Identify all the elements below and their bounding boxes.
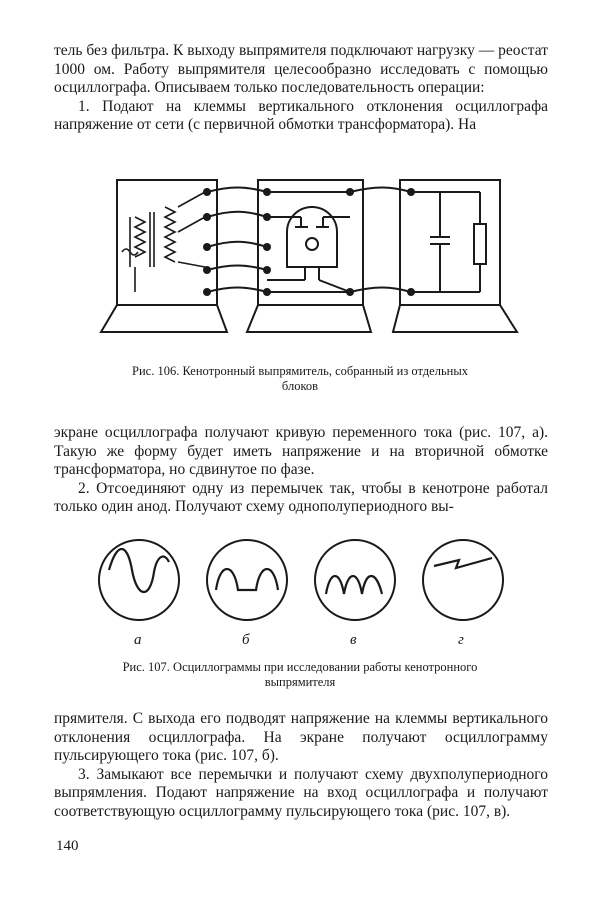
oscillogram-label-v: в — [350, 632, 357, 648]
figure-106-caption — [90, 364, 510, 394]
figure-107-caption-line-1: Рис. 107. Осциллограммы при исследовании работы кенотронного — [122, 660, 478, 674]
figure-107-caption — [80, 660, 520, 690]
figure-106-caption-line-2: блоков — [281, 379, 319, 393]
paragraph-step-1: 1. Подают на клеммы вертикального отклонения осциллографа напряжение от сети (с первичной обмотки трансформатора). На — [54, 97, 548, 133]
paragraph-step-3: 3. Замыкают все перемычки и получают схему двухполупериодного выпрямления. Подают напряжение на вход осциллографа и получают соответствующую осциллограмму пульсирующего тока (рис. 107, в). — [54, 765, 548, 820]
oscillogram-g-filtered — [434, 558, 492, 568]
oscillogram-v-screen — [315, 540, 395, 620]
figure-107-caption-line-2: выпрямителя — [264, 675, 336, 689]
oscillogram-label-g: г — [458, 632, 464, 648]
paragraph-continuation: экране осциллографа получают кривую переменного тока (рис. 107, а). Такую же форму будет иметь напряжение и на вторичной обмотке трансформатора, но сдвинутое по фазе. — [54, 424, 548, 478]
text-block-bottom — [54, 710, 548, 821]
oscillogram-b-half-wave — [216, 569, 278, 590]
figure-107-oscillograms — [92, 532, 512, 632]
text-block-top — [54, 42, 548, 135]
page-number: 140 — [56, 838, 79, 854]
paragraph-half-wave: прямителя. С выхода его подводят напряжение на клеммы вертикального отклонения осциллографа. На экране получают осциллограмму пульсирующего тока (рис. 107, б). — [54, 710, 548, 764]
text-block-middle — [54, 424, 548, 517]
figure-106-rectifier-diagram — [95, 172, 525, 352]
oscillogram-v-full-wave — [326, 576, 382, 594]
oscillogram-a-sine-wave — [109, 549, 169, 592]
oscillogram-label-a: а — [134, 632, 142, 648]
paragraph-step-2: 2. Отсоединяют одну из перемычек так, чтобы в кенотроне работал только один анод. Получают схему однополупериодного вы- — [54, 479, 548, 515]
oscillogram-g-screen — [423, 540, 503, 620]
oscillogram-label-b: б — [242, 632, 250, 648]
oscillogram-a-screen — [99, 540, 179, 620]
figure-106-caption-line-1: Рис. 106. Кенотронный выпрямитель, собранный из отдельных — [132, 364, 468, 378]
paragraph-intro: тель без фильтра. К выходу выпрямителя подключают нагрузку — реостат 1000 ом. Работу выпрямителя целесообразно исследовать с помощью осциллографа. Описываем только последовательность операции: — [54, 42, 548, 96]
